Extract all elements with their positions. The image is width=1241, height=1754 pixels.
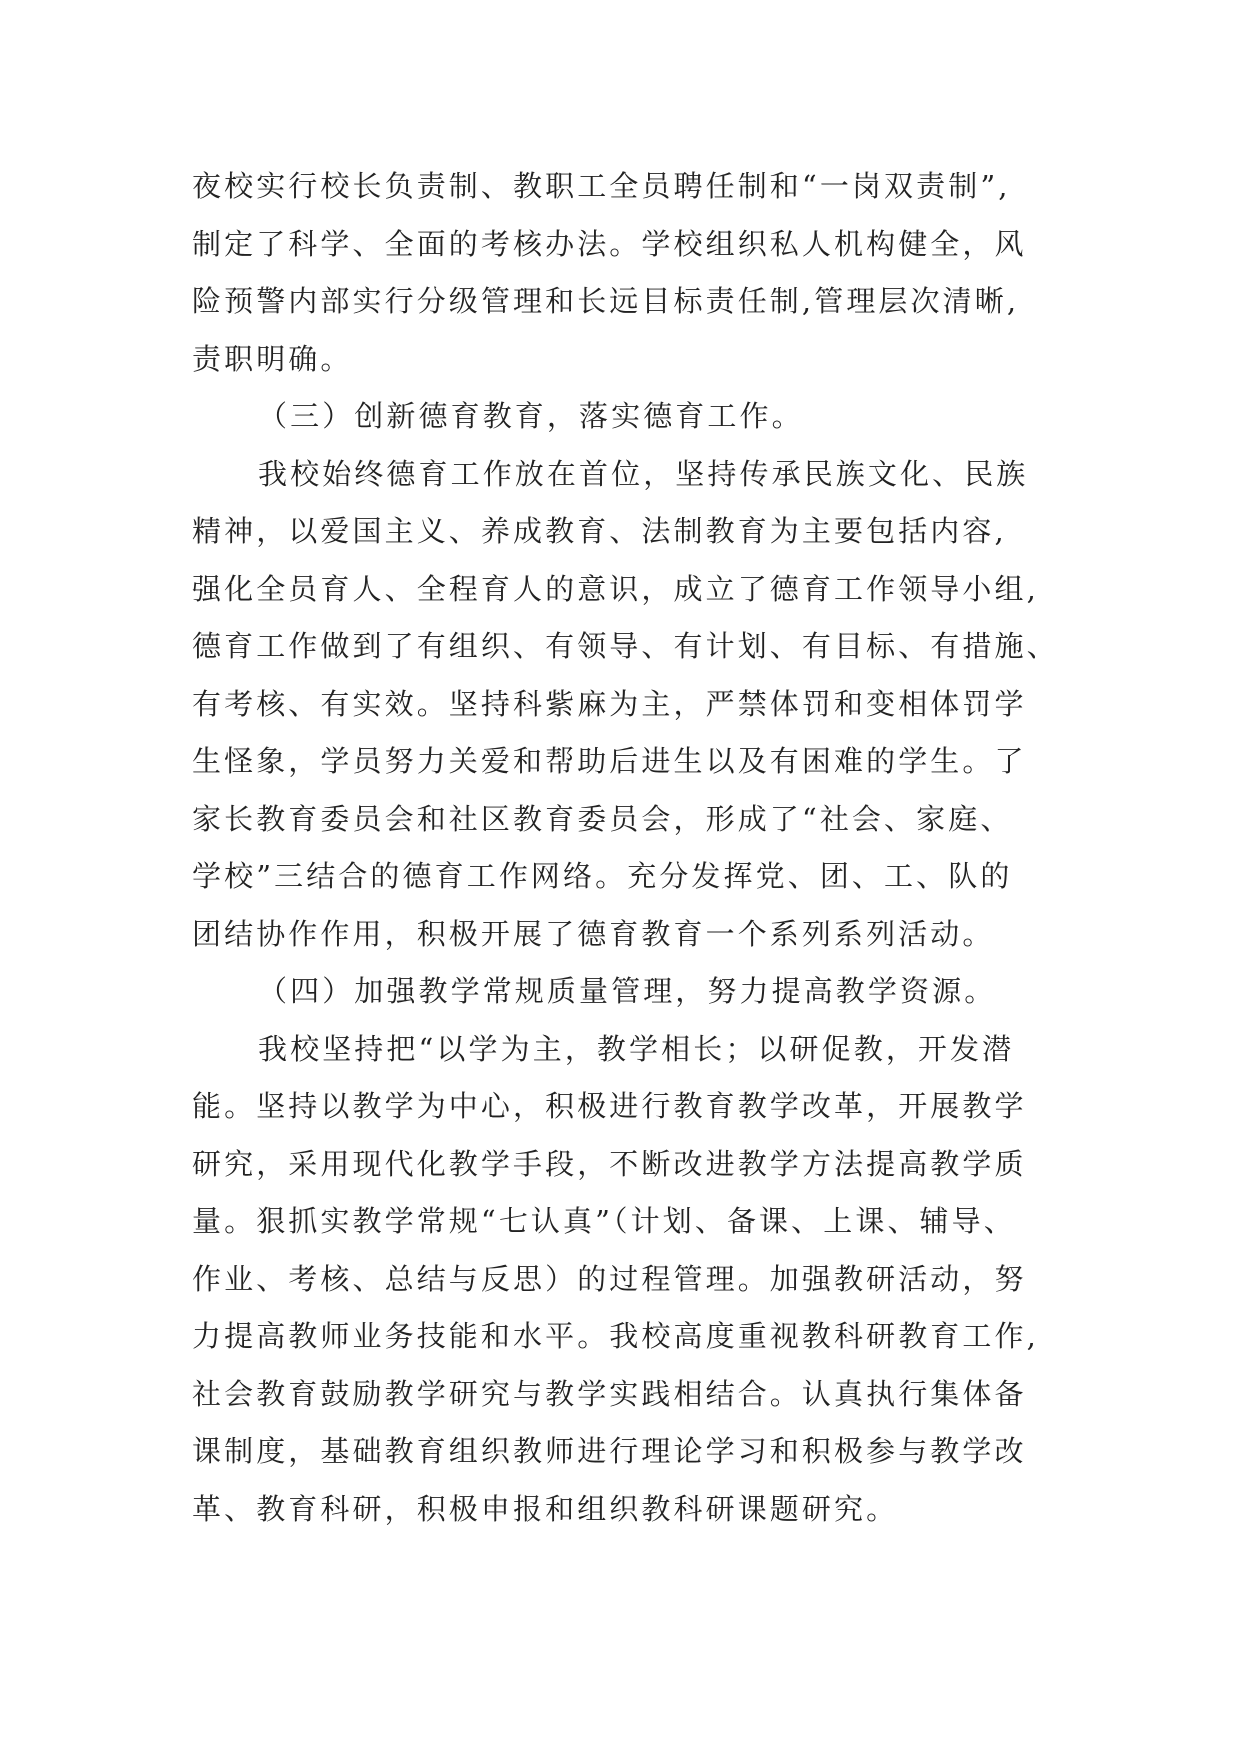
section-heading: （四）加强教学常规质量管理，努力提高教学资源。 [258,974,997,1008]
paragraph-line: 强化全员育人、全程育人的意识，成立了德育工作领导小组, [192,571,1039,606]
paragraph-line: 有考核、有实效。坚持科紫麻为主，严禁体罚和变相体罚学 [192,686,1027,721]
paragraph-line: 我校坚持把“以学为主，教学相长；以研促教，开发潜 [258,1031,1015,1066]
document-body [192,158,1092,1538]
paragraph-line: 精神，以爱国主义、养成教育、法制教育为主要包括内容, [192,514,1007,548]
paragraph-line: 险预警内部实行分级管理和长远目标责任制,管理层次清晰, [192,284,1020,318]
paragraph-line: 力提高教师业务技能和水平。我校高度重视教科研教育工作, [192,1319,1039,1353]
paragraph-line: 团结协作作用，积极开展了德育教育一个系列系列活动。 [192,916,995,951]
paragraph-line: 夜校实行校长负责制、教职工全员聘任制和“一岗双责制”, [192,169,1011,203]
paragraph-line: 作业、考核、总结与反思）的过程管理。加强教研活动，努 [192,1261,1027,1296]
section-heading: （三）创新德育教育，落实德育工作。 [258,399,804,433]
paragraph-line: 责职明确。 [192,341,353,376]
paragraph-line: 研究，采用现代化教学手段，不断改进教学方法提高教学质 [192,1146,1027,1181]
paragraph-line: 革、教育科研，积极申报和组织教科研课题研究。 [192,1491,899,1526]
paragraph-line: 学校”三结合的德育工作网络。充分发挥党、团、工、队的 [192,859,1013,893]
paragraph-line: 制定了科学、全面的考核办法。学校组织私人机构健全，风 [192,226,1027,261]
paragraph-line: 课制度，基础教育组织教师进行理论学习和积极参与教学改 [192,1434,1027,1468]
paragraph-line: 量。狠抓实教学常规“七认真”（计划、备课、上课、辅导、 [192,1204,1016,1238]
paragraph-line: 生怪象，学员努力关爱和帮助后进生以及有困难的学生。了 [192,744,1027,778]
paragraph-line: 德育工作做到了有组织、有领导、有计划、有目标、有措施、 [192,629,1059,663]
paragraph-line: 能。坚持以教学为中心，积极进行教育教学改革，开展教学 [192,1089,1027,1123]
paragraph-line: 家长教育委员会和社区教育委员会，形成了“社会、家庭、 [192,801,1013,836]
paragraph-line: 我校始终德育工作放在首位，坚持传承民族文化、民族 [258,456,1029,491]
paragraph-line: 社会教育鼓励教学研究与教学实践相结合。认真执行集体备 [192,1376,1027,1411]
